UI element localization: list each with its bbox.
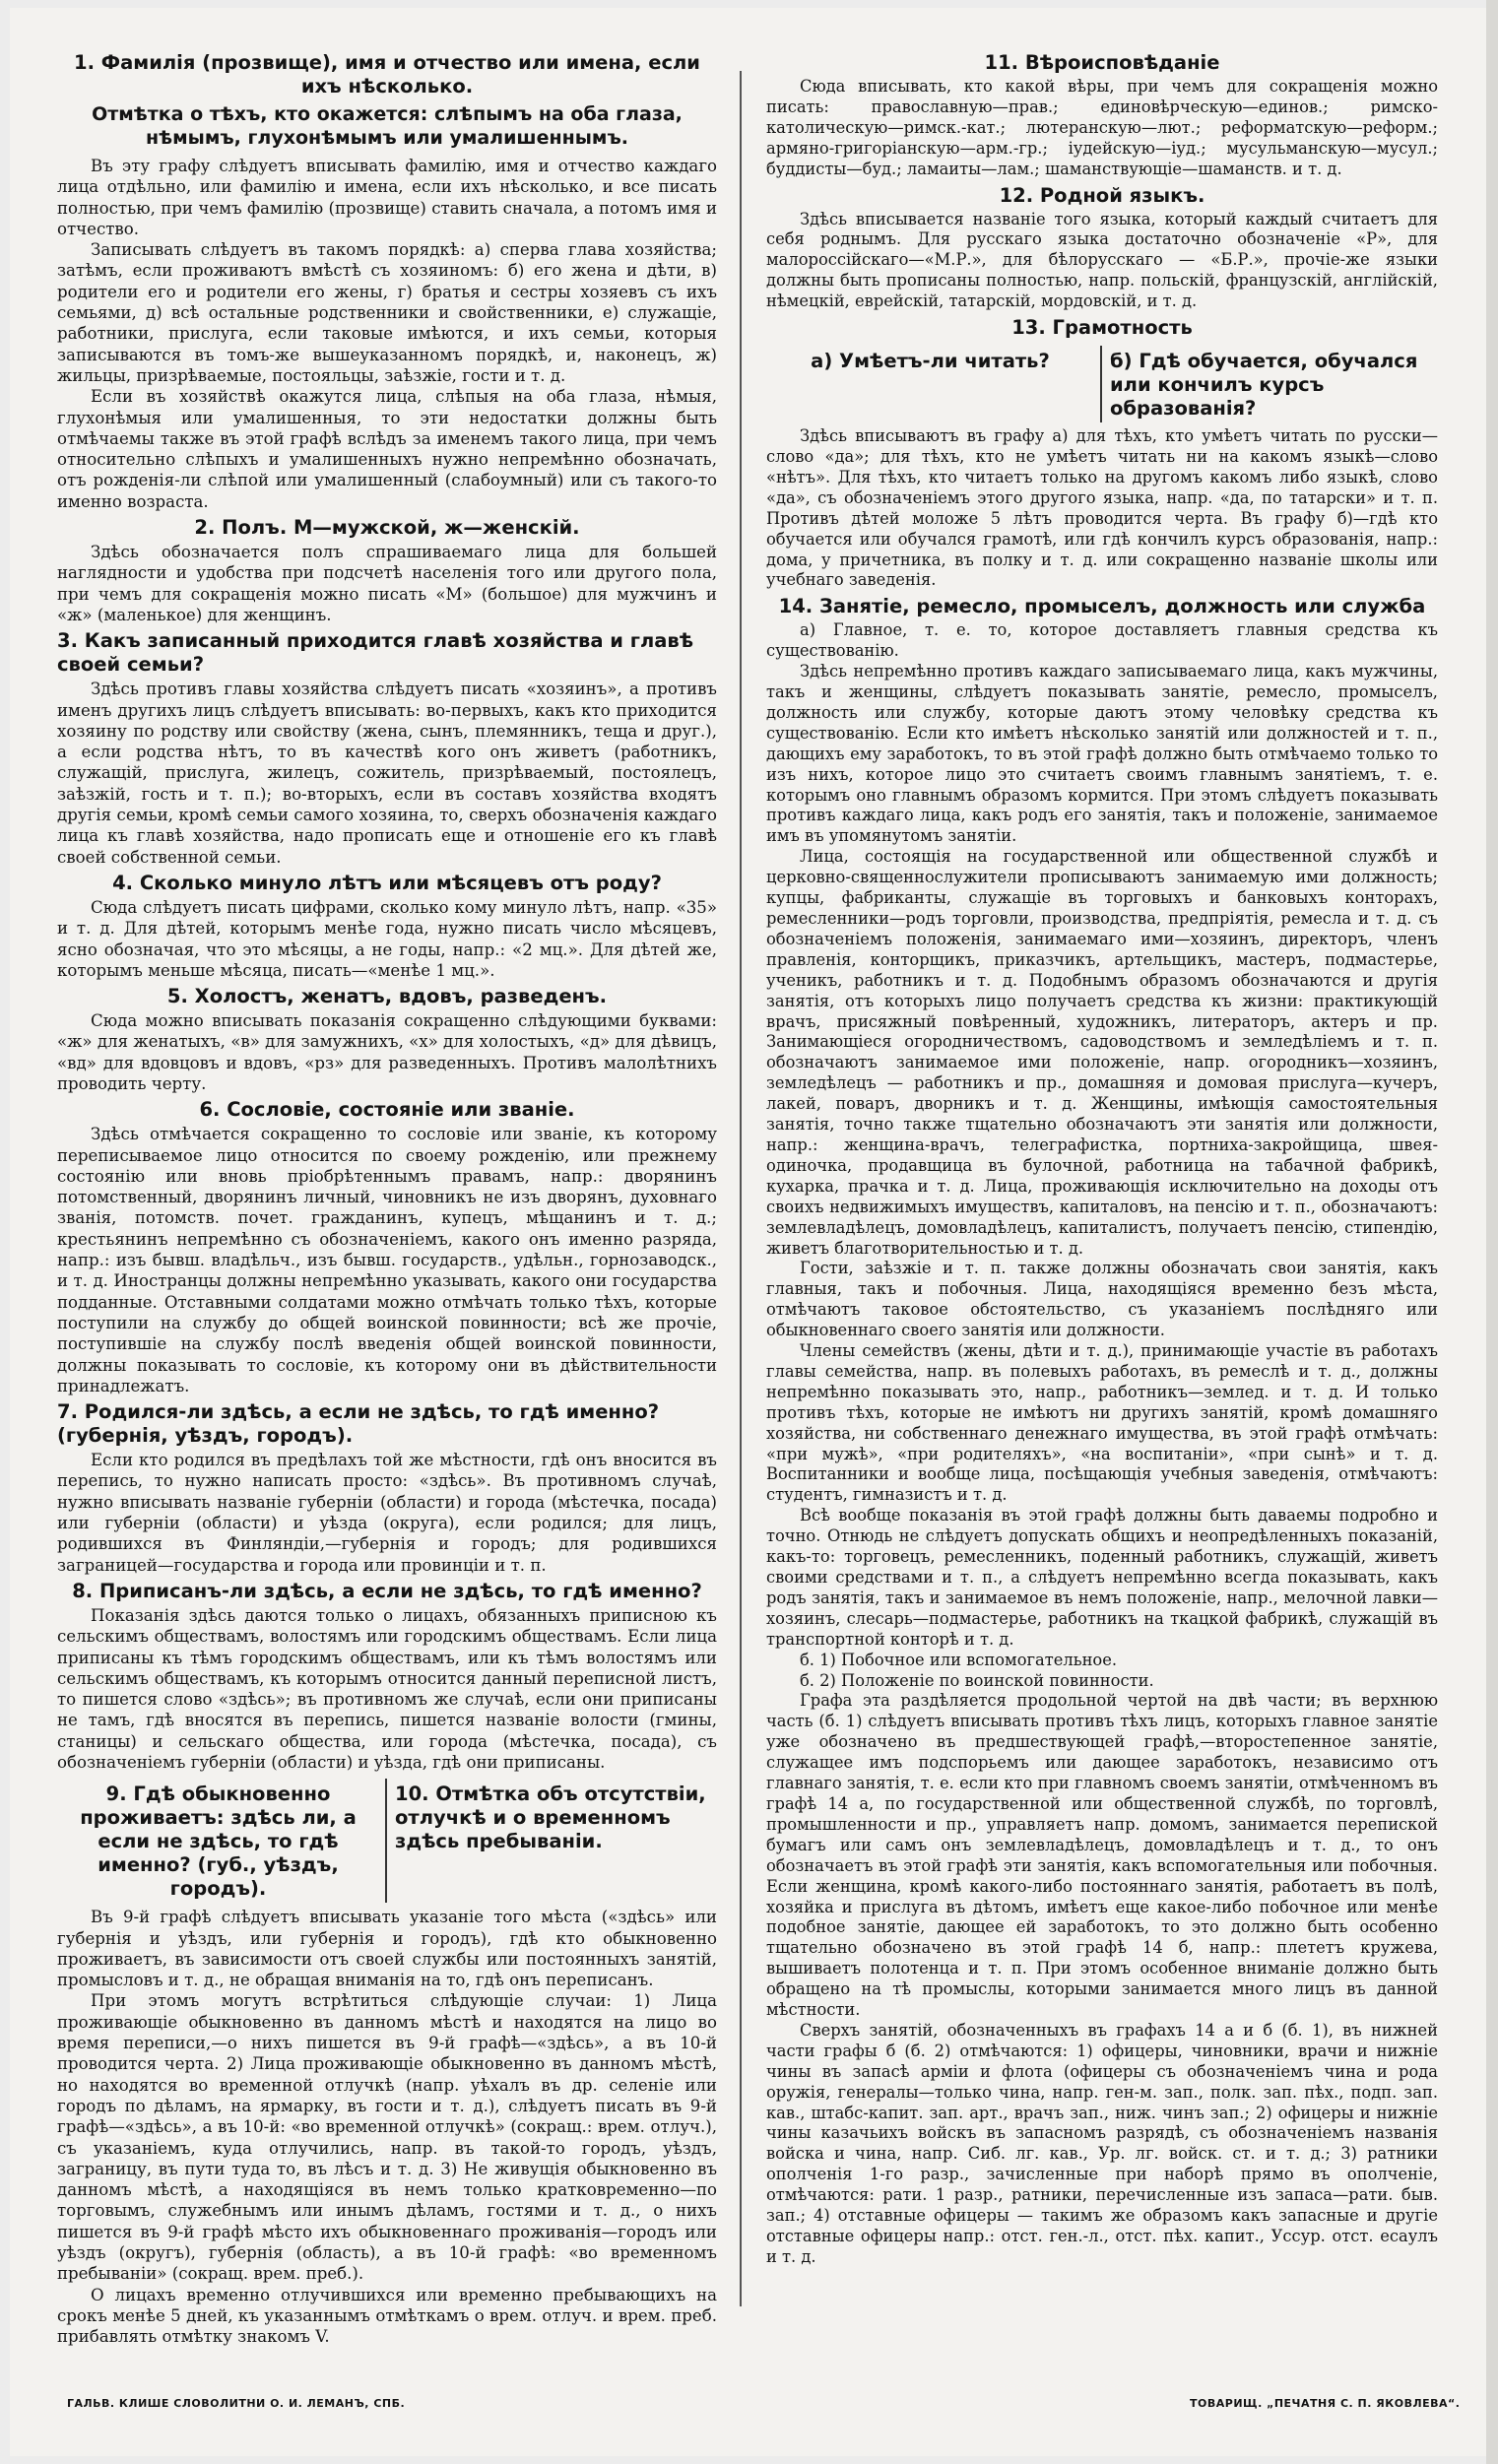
paragraph: Здѣсь вписываютъ въ графу а) для тѣхъ, кто умѣетъ читать по русски—слово «да»; для тѣхъ, кто не умѣетъ читать ни на какомъ языкѣ—слово «нѣтъ». Для тѣхъ, кто читаетъ только на другомъ какомъ либо языкѣ, слово «да», съ обозначеніемъ этого другого языка, напр. «да, по татарски» и т. п. Противъ дѣтей моложе 5 лѣтъ проводится черта. Въ графу б)—гдѣ кто обучается или обучался грамотѣ, или гдѣ кончилъ курсъ образованія, напр.: дома, у причетника, въ полку и т. д. или сокращенно названіе школы или учебнаго заведенія. [766,426,1438,590]
section-7-title: 7. Родился-ли здѣсь, а если не здѣсь, то гдѣ именно? (губернія, уѣздъ, городъ). [57,1400,660,1448]
paragraph: б. 2) Положеніе по воинской повинности. [800,1670,1154,1690]
section-8-title: 8. Приписанъ-ли здѣсь, а если не здѣсь, то гдѣ именно? [72,1579,702,1602]
paragraph: Графа эта раздѣляется продольной чертой на двѣ части; въ верхнюю часть (б. 1) слѣдуетъ вписывать противъ тѣхъ лицъ, которыхъ главное занятіе уже обозначено въ предшествующей графѣ,—второстепенное занятіе, служащее имъ подспорьемъ или дающее заработокъ, независимо отъ главнаго занятія, т. е. если кто при главномъ своемъ занятіи, отмѣченномъ въ графѣ 14 а, по государственной или общественной службѣ, по торговлѣ, промышленности и пр., управляетъ напр. домомъ, занимается перепиской бумагъ или самъ онъ землевладѣлецъ, домовладѣлецъ и т. д., то онъ обозначаетъ въ этой графѣ эти занятія, какъ вспомогательныя или побочныя. Если женщина, кромѣ какого-либо постояннаго занятія, работаетъ въ полѣ, хозяйка и прислуга въ дѣтомъ, имѣетъ еще какое-либо побочное или менѣе подобное занятіе, дающее ей заработокъ, то это должно быть особенно тщательно обозначено въ этой графѣ 14 б, напр.: плететъ кружева, вышиваетъ полотенца и т. п. При этомъ особенное вниманіе должно быть обращено на тѣ промыслы, которыми занимается много лицъ въ данной мѣстности. [766,1691,1438,2020]
paragraph: Сюда можно вписывать показанія сокращенно слѣдующими буквами: «ж» для женатыхъ, «в» для замужнихъ, «х» для холостыхъ, «д» для дѣвицъ, «вд» для вдовцовъ и вдовъ, «рз» для разведенныхъ. Противъ малолѣтнихъ проводить черту. [57,1011,718,1093]
paragraph: Въ эту графу слѣдуетъ вписывать фамилію, имя и отчество каждаго лица отдѣльно, или фамилію и имена, если ихъ нѣсколько, и все писать полностью, при чемъ фамилію (прозвище) ставить сначала, а потомъ имя и отчество. [57,157,717,238]
paragraph: Члены семействъ (жены, дѣти и т. д.), принимающіе участіе въ работахъ главы семейства, напр. въ полевыхъ работахъ, въ ремеслѣ и т. д., должны непремѣнно показывать это, напр., работникъ—землед. и т. д. И только противъ тѣхъ, которые не имѣютъ ни другихъ занятій, кромѣ домашняго хозяйства, ни собственнаго денежнаго имущества, въ этой графѣ отмѣчать: «при мужѣ», «при родителяхъ», «на воспитаніи», «при сынѣ» и т. д. Воспитанники и вообще лица, посѣщающія учебныя заведенія, отмѣчаютъ: студентъ, гимназистъ и т. д. [766,1341,1438,1505]
section-4-title: 4. Сколько минуло лѣтъ или мѣсяцевъ отъ роду? [112,871,662,894]
paragraph: Всѣ вообще показанія въ этой графѣ должны быть даваемы подробно и точно. Отнюдь не слѣдуетъ допускать общихъ и неопредѣленныхъ показаній, какъ-то: торговецъ, ремесленникъ, поденный работникъ, служащій, живетъ своими средствами и т. п., а слѣдуетъ непремѣнно всегда показывать, какъ родъ занятія, такъ и занимаемое въ немъ положеніе, напр., мелочной лавки—хозяинъ, слесарь—подмастерье, работникъ на ткацкой фабрикѣ, служащій въ транспортной конторѣ и т. д. [766,1506,1438,1649]
section-10-title: 10. Отмѣтка объ отсутствіи, отлучкѣ и о временномъ здѣсь пребываніи. [395,1783,706,1853]
section-12-title: 12. Родной языкъ. [999,183,1205,207]
paragraph: Записывать слѣдуетъ въ такомъ порядкѣ: а) сперва глава хозяйства; затѣмъ, если проживаютъ вмѣстѣ съ хозяиномъ: б) его жена и дѣти, в) родители его и родители его жены, г) братья и сестры хозяевъ съ ихъ семьями, д) всѣ остальные родственники и свойственники, е) служащіе, работники, прислуга, если таковые имѣются, и ихъ семьи, которыя записываются въ томъ-же вышеуказанномъ порядкѣ, и, наконецъ, ж) жильцы, призрѣваемые, постояльцы, заѣзжіе, гости и т. д. [57,240,717,385]
left-column [57,47,718,2347]
section-5-title: 5. Холостъ, женатъ, вдовъ, разведенъ. [166,985,608,1008]
section-13-title: 13. Грамотность [1011,316,1193,340]
section-2-title: 2. Полъ. М—мужской, ж—женскій. [194,516,580,540]
printer-credit-left: ГАЛЬВ. КЛИШЕ СЛОВОЛИТНИ О. И. ЛЕМАНЪ, СПБ. [67,2397,406,2410]
section-9-10-header [57,1779,717,1903]
paragraph: Здѣсь противъ главы хозяйства слѣдуетъ писать «хозяинъ», а противъ именъ другихъ лицъ слѣдуетъ вписывать: во-первыхъ, какъ кто приходится хозяину по родству или свойству (жена, сынъ, племянникъ, теща и друг.), а если родства нѣтъ, то въ качествѣ кого онъ живетъ (работникъ, служащій, прислуга, жилецъ, сожитель, призрѣваемый, постоялецъ, заѣзжій, гость и т. п.); во-вторыхъ, если въ составъ хозяйства входятъ другія семьи, кромѣ семьи самого хозяина, то, сверхъ обозначенія каждаго лица къ главѣ хозяйства, надо прописать еще и отношеніе его къ главѣ своей собственной семьи. [57,680,717,867]
section-13a-title: а) Умѣетъ-ли читать? [811,350,1050,373]
right-column [766,47,1438,2302]
paragraph: Здѣсь отмѣчается сокращенно то сословіе или званіе, къ которому переписываемое лицо относится по своему рожденію, или прежнему состоянію или вновь пріобрѣтеннымъ правамъ, напр.: дворянинъ потомственный, дворянинъ личный, чиновникъ не изъ дворянъ, духовнаго званія, потомств. почет. гражданинъ, купецъ, мѣщанинъ и т. д.; крестьянинъ непремѣнно съ обозначеніемъ, какого онъ именно разряда, напр.: изъ бывш. владѣльч., изъ бывш. государств., удѣльн., горнозаводск., и т. д. Иностранцы должны непремѣнно указывать, какого они государства подданные. Отставными солдатами можно отмѣчать только тѣхъ, которые поступили на службу до общей воинской повинности; всѣ же прочіе, поступившіе на службу послѣ введенія общей воинской повинности, должны показывать то сословіе, къ которому они въ дѣйствительности принадлежатъ. [57,1125,717,1395]
paragraph: Здѣсь обозначается полъ спрашиваемаго лица для большей наглядности и удобства при подсчетѣ населенія того или другого пола, при чемъ для сокращенія можно писать «М» (большое) для мужчинъ и «ж» (маленькое) для женщинъ. [57,543,717,624]
paragraph: а) Главное, т. е. то, которое доставляетъ главныя средства къ существованію. [766,620,1438,661]
paragraph: При этомъ могутъ встрѣтиться слѣдующіе случаи: 1) Лица проживающіе обыкновенно въ данномъ мѣстѣ и находятся на лицо во время переписи,—о нихъ пишется въ 9-й графѣ—«здѣсь», а въ 10-й проводится черта. 2) Лица проживающіе обыкновенно въ данномъ мѣстѣ, но находятся во временной отлучкѣ (напр. уѣхалъ въ др. селеніе или городъ по дѣламъ, на ярмарку, въ гости и т. д.), слѣдуетъ писать въ 9-й графѣ—«здѣсь», а въ 10-й: «во временной отлучкѣ» (сокращ.: врем. отлуч.), съ указаніемъ, куда отлучились, напр. въ такой-то городъ, уѣздъ, заграницу, въ пути туда то, въ лѣсъ и т. д. 3) Не живущія обыкновенно въ данномъ мѣстѣ, а находящіяся въ немъ только кратковременно—по торговымъ, служебнымъ или инымъ дѣламъ, гостями и т. д., о нихъ пишется въ 9-й графѣ мѣсто ихъ обыкновеннаго проживанія—городъ или уѣздъ (округъ), губернія (область), а въ 10-й графѣ: «во временномъ пребываніи» (сокращ. врем. преб.). [57,1991,717,2284]
section-1-subtitle: Отмѣтка о тѣхъ, кто окажется: слѣпымъ на оба глаза, нѣмымъ, глухонѣмымъ или умалишеннымъ. [92,103,683,149]
paragraph: Гости, заѣзжіе и т. п. также должны обозначать свои занятія, какъ главныя, такъ и побочныя. Лица, находящіяся временно безъ мѣста, отмѣчаютъ таковое обстоятельство, съ указаніемъ послѣдняго или обыкновеннаго своего занятія или должности. [766,1259,1438,1340]
census-instruction-sheet [10,8,1487,2456]
paragraph: Сверхъ занятій, обозначенныхъ въ графахъ 14 а и б (б. 1), въ нижней части графы б (б. 2) отмѣчаются: 1) офицеры, чиновники, врачи и нижніе чины въ запасѣ арміи и флота (офицеры съ обозначеніемъ чина и рода оружія, генералы—только чина, напр. ген-м. зап., полк. зап. пѣх., подп. зап. кав., штабс-капит. зап. арт., врачъ зап., ниж. чинъ зап.; 2) офицеры и нижніе чины казачьихъ войскъ въ запасномъ разрядѣ, съ обозначеніемъ названія войска и чина, напр. Сиб. лг. кав., Ур. лг. войск. ст. и т. д.; 3) ратники ополченія 1-го разр., зачисленные при наборѣ прямо въ ополченіе, отмѣчаются: рати. 1 разр., ратники, перечисленные изъ запаса—рати. быв. зап.; 4) отставные офицеры — такимъ же образомъ какъ запасные и другіе отставные офицеры напр.: отст. ген.-л., отст. пѣх. капит., Уссур. отст. есаулъ и т. д. [766,2020,1438,2266]
paragraph: Если въ хозяйствѣ окажутся лица, слѣпыя на оба глаза, нѣмыя, глухонѣмыя или умалишенныя, то эти недостатки должны быть отмѣчаемы также въ этой графѣ вслѣдъ за именемъ такого лица, при чемъ относительно слѣпыхъ и умалишенныхъ нужно непремѣнно обозначать, отъ рожденія-ли слѣпой или умалишенный (слабоумный) или съ такого-то именно возраста. [57,387,717,511]
paragraph: Здѣсь непремѣнно противъ каждаго записываемаго лица, какъ мужчины, такъ и женщины, слѣдуетъ показывать занятіе, ремесло, промыселъ, должность или службу, которые даютъ этому человѣку средства къ существованію. Если кто имѣетъ нѣсколько занятій или должностей и т. п., дающихъ ему заработокъ, то въ этой графѣ должно быть отмѣчаемо только то изъ нихъ, которое лицо это считаетъ своимъ главнымъ занятіемъ, т. е. которымъ оно главнымъ образомъ кормится. При этомъ слѣдуетъ показывать противъ каждаго лица, какъ родъ его занятія, такъ и положеніе, занимаемое имъ въ упомянутомъ занятіи. [766,662,1438,846]
page-edge [1486,0,1498,2464]
paragraph: Сюда вписывать, кто какой вѣры, при чемъ для сокращенія можно писать: православную—прав.; единовѣрческую—единов.; римско-католическую—римск.-кат.; лютеранскую—лют.; реформатскую—реформ.; армяно-григоріанскую—арм.-гр.; іудейскую—іуд.; мусульманскую—мусул.; буддисты—буд.; ламаиты—лам.; шаманствующіе—шаманств. и т. д. [766,77,1438,178]
section-14-title: 14. Занятіе, ремесло, промыселъ, должность или служба [778,595,1426,618]
paragraph: б. 1) Побочное или вспомогательное. [800,1650,1118,1669]
section-11-title: 11. Вѣроисповѣданіе [984,51,1220,74]
section-13b-title: б) Гдѣ обучается, обучался или кончилъ курсъ образованія? [1110,350,1418,421]
paragraph: Лица, состоящія на государственной или общественной службѣ и церковно-священнослужители прописываютъ занимаемую ими должность; купцы, фабриканты, служащіе въ торговыхъ и банковыхъ конторахъ, ремесленники—родъ торговли, производства, предпріятія, ремесла и т. д. съ обозначеніемъ положенія, занимаемаго ими—хозяинъ, директоръ, членъ правленія, конторщикъ, приказчикъ, артельщикъ, мастеръ, подмастерье, ученикъ, работникъ и т. д. Подобнымъ образомъ обозначаются и другія занятія, отъ которыхъ лицо получаетъ средства къ жизни: практикующій врачъ, присяжный повѣренный, художникъ, литераторъ, актеръ и пр. Занимающіеся огородничествомъ, садоводствомъ и земледѣліемъ и т. п. обозначаютъ занимаемое ими положеніе, напр. огородникъ—хозяинъ, земледѣлецъ — работникъ и пр., домашняя и домовая прислуга—кучеръ, лакей, поваръ, дворникъ и т. д. Женщины, имѣющія самостоятельныя занятія, точно также тщательно обозначаютъ эти занятія или должности, напр.: женщина-врачъ, телеграфистка, портниха-закройщица, швея-одиночка, продавщица въ булочной, работница на табачной фабрикѣ, кухарка, прачка и т. д. Лица, проживающія исключительно на доходы отъ своихъ недвижимыхъ имуществъ, капиталовъ, на пенсію и т. п., обозначаютъ: землевладѣлецъ, домовладѣлецъ, капиталистъ, получаетъ пенсію, стипендію, живетъ благотворительностью и т. д. [766,847,1438,1258]
section-13-subheads [766,346,1438,422]
column-divider [740,71,742,2306]
paragraph: Если кто родился въ предѣлахъ той же мѣстности, гдѣ онъ вносится въ перепись, то нужно написать просто: «здѣсь». Въ противномъ случаѣ, нужно вписывать названіе губерніи (области) и города (мѣстечка, посада) или губерніи (области) и уѣзда (округа), если родился; для лицъ, родившихся въ Финляндіи,—губернія и городъ; для родившихся заграницей—государства и города или провинціи и т. п. [57,1451,717,1575]
section-6-title: 6. Сословіе, состояніе или званіе. [199,1098,575,1122]
paragraph: О лицахъ временно отлучившихся или временно пребывающихъ на срокъ менѣе 5 дней, къ указаннымъ отмѣткамъ о врем. отлуч. и врем. преб. прибавлять отмѣтку знакомъ V. [57,2285,717,2347]
printer-credit-right: ТОВАРИЩ. „ПЕЧАТНЯ С. П. ЯКОВЛЕВА“. [1190,2397,1461,2410]
paragraph: Здѣсь вписывается названіе того языка, который каждый считаетъ для себя роднымъ. Для русскаго языка достаточно обозначеніе «Р», для малороссійскаго—«М.Р.», для бѣлорусскаго — «Б.Р.», прочіе-же языки должны быть прописаны полностью, напр. польскій, французскій, англійскій, нѣмецкій, еврейскій, татарскій, мордовскій, и т. д. [766,209,1438,311]
paragraph: Въ 9-й графѣ слѣдуетъ вписывать указаніе того мѣста («здѣсь» или губернія и уѣздъ, или губернія и городъ), гдѣ кто обыкновенно проживаетъ, въ зависимости отъ своей службы или постоянныхъ занятій, промысловъ и т. д., не обращая вниманія на то, гдѣ онъ переписанъ. [57,1908,717,1990]
paragraph: Сюда слѣдуетъ писать цифрами, сколько кому минуло лѣтъ, напр. «35» и т. д. Для дѣтей, которымъ менѣе года, нужно писать число мѣсяцевъ, ясно обозначая, что это мѣсяцы, а не годы, напр.: «2 мц.». Для дѣтей же, которымъ меньше мѣсяца, писать—«менѣе 1 мц.». [57,897,717,980]
section-3-title: 3. Какъ записанный приходится главѣ хозяйства и главѣ своей семьи? [57,629,694,677]
section-1-title: 1. Фамилія (прозвище), имя и отчество или имена, если ихъ нѣсколько. [74,51,700,97]
section-9-title: 9. Гдѣ обыкновенно проживаетъ: здѣсь ли, а если не здѣсь, то гдѣ именно? (губ., уѣздъ, городъ). [80,1783,357,1901]
paragraph: Показанія здѣсь даются только о лицахъ, обязанныхъ приписною къ сельскимъ обществамъ, волостямъ или городскимъ обществамъ. Если лица приписаны къ тѣмъ городскимъ обществамъ, или къ тѣмъ волостямъ или сельскимъ обществамъ, къ которымъ относится данный переписной листъ, то пишется слово «здѣсь»; въ противномъ же случаѣ, если они приписаны не тамъ, гдѣ вносятся въ перепись, пишется названіе волости (гмины, станицы) и сельскаго общества, или города (мѣстечка, посада), съ обозначеніемъ губерніи (области) и уѣзда, гдѣ они приписаны. [57,1605,717,1772]
